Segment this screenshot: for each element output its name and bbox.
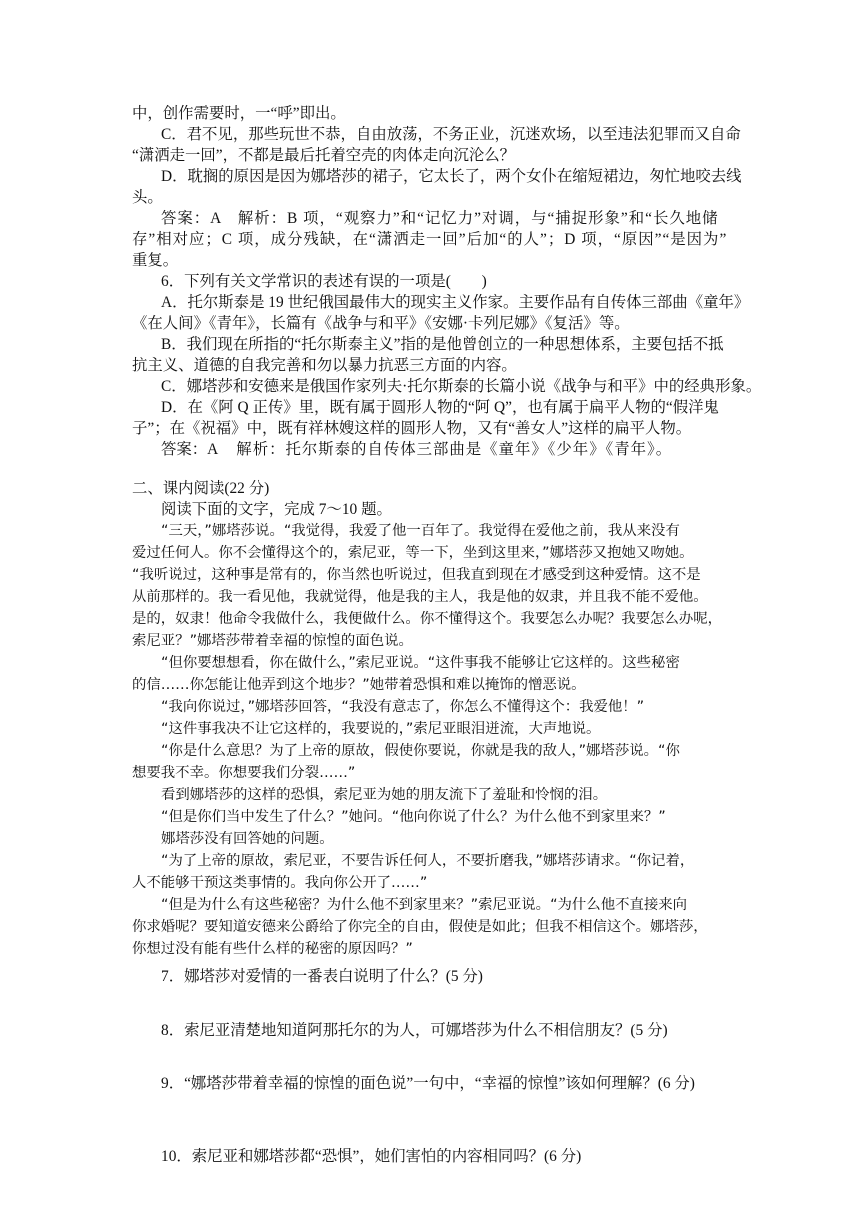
answer-5-cont: 存”相对应；C 项，成分残缺，在“潇洒走一回”后加“的人”；D 项，“原因”“是因为” xyxy=(132,231,728,248)
passage-line: 人不能够干预这类事情的。我向你公开了……” xyxy=(132,875,428,891)
option-d-cont: 子”；在《祝福》中，既有祥林嫂这样的圆形人物，又有“善女人”这样的扁平人物。 xyxy=(132,420,692,437)
passage-line: 娜塔莎没有回答她的问题。 xyxy=(161,831,334,847)
passage-line: 想要我不幸。你想要我们分裂……” xyxy=(132,765,356,781)
passage-line: “为了上帝的原故，索尼亚，不要告诉任何人，不要折磨我，”娜塔莎请求。“你记着， xyxy=(161,853,695,869)
passage-line: “这件事我决不让它这样的，我要说的，”索尼亚眼泪迸流，大声地说。 xyxy=(161,721,601,737)
answer-5-cont: 重复。 xyxy=(132,252,179,269)
passage-line: “但是你们当中发生了什么？”她问。“他向你说了什么？为什么他不到家里来？” xyxy=(161,809,666,825)
passage-line: 索尼亚？”娜塔莎带着幸福的惊惶的面色说。 xyxy=(132,633,413,649)
option-c: C．君不见，那些玩世不恭，自由放荡，不务正业，沉迷欢场，以至违法犯罪而又自命 xyxy=(161,126,741,143)
option-d: D．在《阿 Q 正传》里，既有属于圆形人物的“阿 Q”，也有属于扁平人物的“假洋鬼 xyxy=(161,399,719,416)
question-8: 8．索尼亚清楚地知道阿那托尔的为人，可娜塔莎为什么不相信朋友？(5 分) xyxy=(161,1022,668,1039)
passage-line: 你想过没有能有些什么样的秘密的原因吗？” xyxy=(132,941,413,957)
option-c: C．娜塔莎和安德来是俄国作家列夫·托尔斯泰的长篇小说《战争与和平》中的经典形象。 xyxy=(161,378,762,395)
reading-instruction: 阅读下面的文字，完成 7～10 题。 xyxy=(161,501,392,518)
option-c-cont: “潇洒走一回”，不都是最后托着空壳的肉体走向沉沦么？ xyxy=(132,147,516,164)
option-b-cont: 抗主义、道德的自我完善和勿以暴力抗恶三方面的内容。 xyxy=(132,357,517,374)
passage-line: 你求婚呢？要知道安德来公爵给了你完全的自由，假使是如此；但我不相信这个。娜塔莎， xyxy=(132,919,708,935)
question-6: 6．下列有关文学常识的表述有误的一项是( ) xyxy=(161,273,487,290)
passage-line: 看到娜塔莎的这样的恐惧，索尼亚为她的朋友流下了羞耻和怜悯的泪。 xyxy=(161,787,608,803)
option-d-cont: 头。 xyxy=(132,189,163,206)
answer-6 xyxy=(161,439,672,461)
passage-line: “我听说过，这种事是常有的，你当然也听说过，但我直到现在才感受到这种爱情。这不是 xyxy=(132,567,701,583)
answer-label: 答案：A xyxy=(161,441,219,458)
passage-line: 从前那样的。我一看见他，我就觉得，他是我的主人，我是他的奴隶，并且我不能不爱他。 xyxy=(132,589,708,605)
section-heading: 二、课内阅读(22 分) xyxy=(132,480,270,497)
answer-5: 答案：A 解析：B 项，“观察力”和“记忆力”对调，与“捕捉形象”和“长久地储 xyxy=(161,210,719,227)
question-10: 10．索尼亚和娜塔莎都“恐惧”，她们害怕的内容相同吗？(6 分) xyxy=(161,1148,582,1165)
answer-explanation: 解析：托尔斯泰的自传体三部曲是《童年》《少年》《青年》。 xyxy=(236,441,673,458)
option-d: D．耽搁的原因是因为娜塔莎的裙子，它太长了，两个女仆在缩短裙边，匆忙地咬去线 xyxy=(161,168,742,185)
question-9: 9．“娜塔莎带着幸福的惊惶的面色说”一句中，“幸福的惊惶”该如何理解？(6 分) xyxy=(161,1075,695,1092)
option-b: B．我们现在所指的“托尔斯泰主义”指的是他曾创立的一种思想体系，主要包括不抵 xyxy=(161,336,724,353)
passage-line: 是的，奴隶！他命令我做什么，我便做什么。你不懂得这个。我要怎么办呢？我要怎么办呢， xyxy=(132,611,723,627)
passage-line: “你是什么意思？为了上帝的原故，假使你要说，你就是我的敌人，”娜塔莎说。“你 xyxy=(161,743,680,759)
option-a-cont: 《在人间》《青年》，长篇有《战争与和平》《安娜·卡列尼娜》《复活》等。 xyxy=(132,315,630,332)
passage-line: “三天，”娜塔莎说。“我觉得，我爱了他一百年了。我觉得在爱他之前，我从来没有 xyxy=(161,523,680,539)
passage-line: 的信……你怎能让他弄到这个地步？”她带着恐惧和难以掩饰的憎恶说。 xyxy=(132,677,586,693)
question-7: 7．娜塔莎对爱情的一番表白说明了什么？(5 分) xyxy=(161,968,483,985)
passage-line: “但你要想想看，你在做什么，”索尼亚说。“这件事我不能够让它这样的。这些秘密 xyxy=(161,655,680,671)
text-line: 中，创作需要时，一“呼”即出。 xyxy=(132,105,346,122)
passage-line: “但是为什么有这些秘密？为什么他不到家里来？”索尼亚说。“为什么他不直接来向 xyxy=(161,897,688,913)
passage-line: 爱过任何人。你不会懂得这个的，索尼亚，等一下，坐到这里来，”娜塔莎又抱她又吻她。 xyxy=(132,545,694,561)
passage-line: “我向你说过，”娜塔莎回答，“我没有意志了，你怎么不懂得这个：我爱他！” xyxy=(161,699,645,715)
option-a: A．托尔斯泰是 19 世纪俄国最伟大的现实主义作家。主要作品有自传体三部曲《童年》 xyxy=(161,294,750,311)
